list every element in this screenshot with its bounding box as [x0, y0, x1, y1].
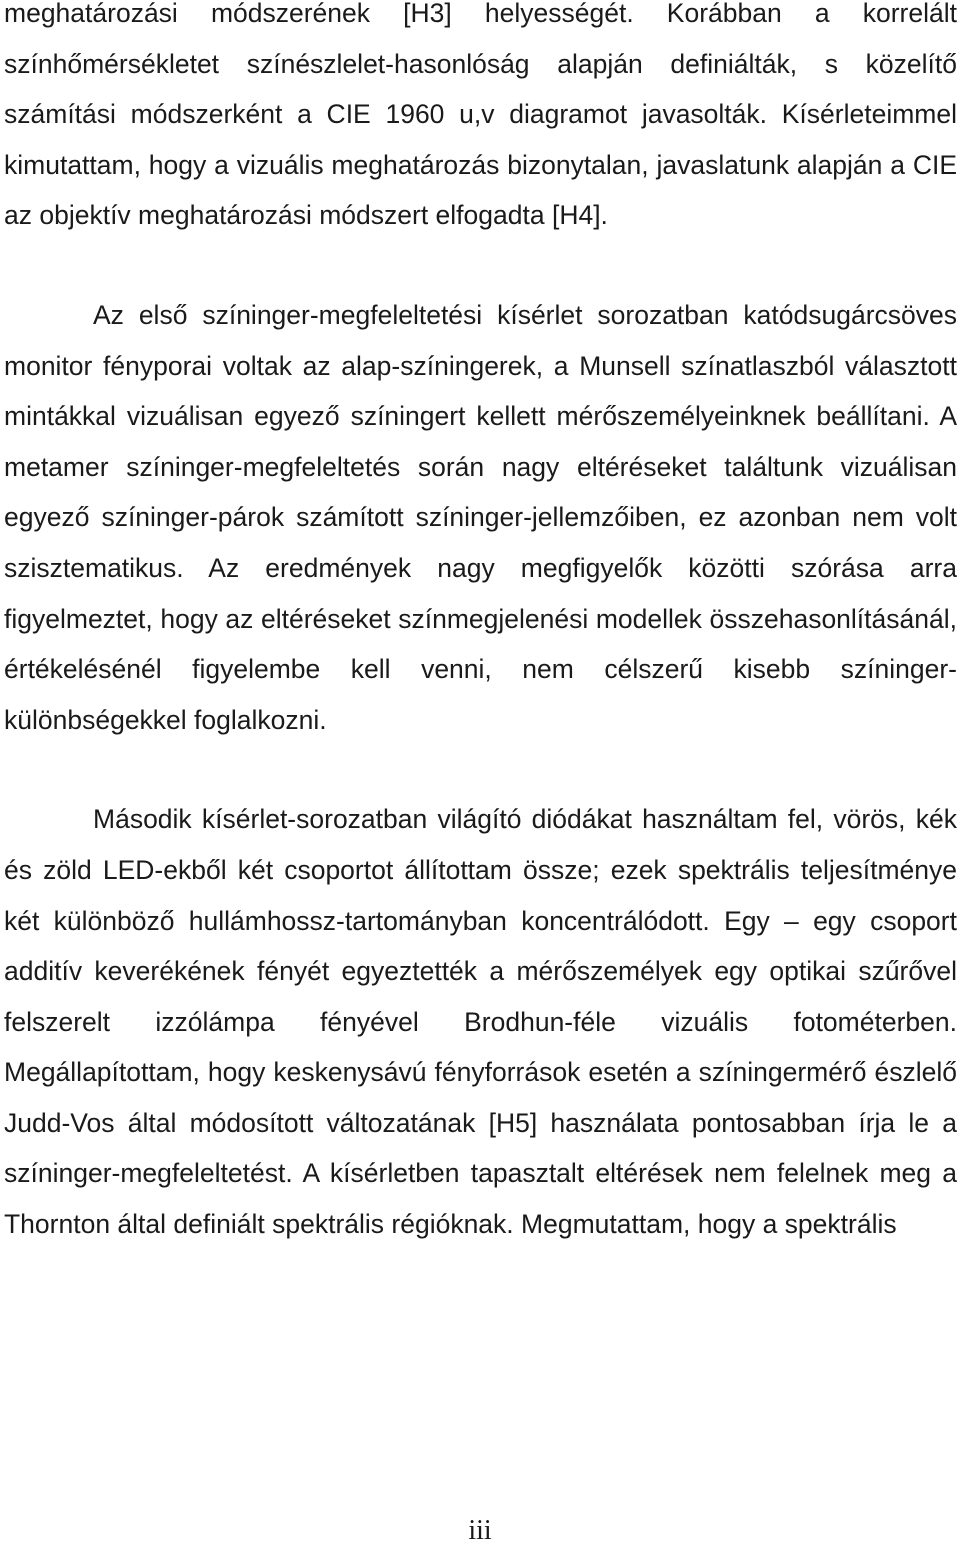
document-page [4, 0, 957, 1250]
paragraph-3: Második kísérlet-sorozatban világító diódákat használtam fel, vörös, kék és zöld LED-ekből két csoportot állítottam össze; ezek spektrális teljesítménye két különböző hullámhossz-tartományban koncentrálódott. Egy – egy csoport additív keverékének fényét egyeztették a mérőszemélyek egy optikai szűrővel felszerelt izzólámpa fényével Brodhun-féle vizuális fotométerben. Megállapítottam, hogy keskenysávú fényforrások esetén a színingermérő észlelő Judd-Vos által módosított változatának [H5] használata pontosabban írja le a színinger-megfeleltetést. A kísérletben tapasztalt eltérések nem felelnek meg a Thornton által definiált spektrális régióknak. Megmutattam, hogy a spektrális [4, 804, 957, 1240]
paragraph-1: meghatározási módszerének [H3] helyességét. Korábban a korrelált színhőmérsékletet színészlelet-hasonlóság alapján definiálták, s közelítő számítási módszerként a CIE 1960 u,v diagramot javasolták. Kísérleteimmel kimutattam, hogy a vizuális meghatározás bizonytalan, javaslatunk alapján a CIE az objektív meghatározási módszert elfogadta [H4]. [4, 0, 957, 231]
paragraph-2: Az első színinger-megfeleltetési kísérlet sorozatban katódsugárcsöves monitor fényporai voltak az alap-színingerek, a Munsell színatlaszból választott mintákkal vizuálisan egyező színingert kellett mérőszemélyeinknek beállítani. A metamer színinger-megfeleltetés során nagy eltéréseket találtunk vizuálisan egyező színinger-párok számított színinger-jellemzőiben, ez azonban nem volt szisztematikus. Az eredmények nagy megfigyelők közötti szórása arra figyelmeztet, hogy az eltéréseket színmegjelenési modellek összehasonlításánál, értékelésénél figyelembe kell venni, nem célszerű kisebb színinger-különbségekkel foglalkozni. [4, 299, 957, 735]
page-number: iii [468, 1515, 492, 1546]
